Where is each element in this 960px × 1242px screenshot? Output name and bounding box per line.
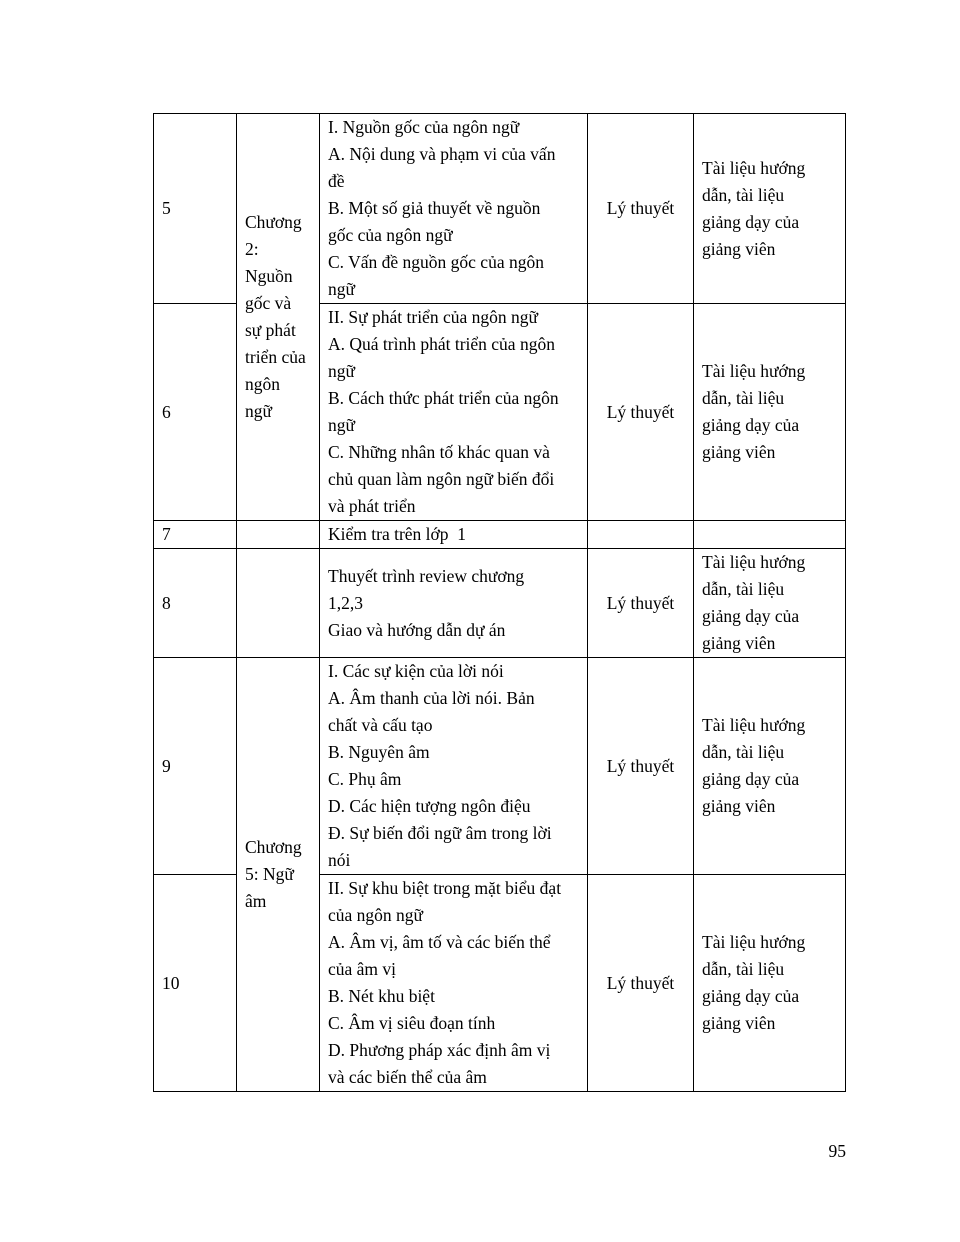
chapter-line: Chương (245, 837, 302, 857)
content-line: C. Những nhân tố khác quan và (328, 442, 550, 462)
content-line: 1,2,3 (328, 592, 363, 613)
content-line: gốc của ngôn ngữ (328, 225, 453, 245)
week-cell: 5 (154, 114, 237, 304)
material-line: giảng viên (702, 442, 776, 462)
content-line: B. Cách thức phát triển của ngôn (328, 388, 559, 408)
content-line: của âm vị (328, 959, 397, 979)
material-line: giảng viên (702, 238, 776, 259)
content-line: II. Sự phát triển của ngôn ngữ (328, 307, 538, 327)
material-cell (694, 549, 846, 658)
material-line: giảng viên (702, 796, 776, 816)
material-cell (694, 658, 846, 875)
chapter-line: ngữ (245, 401, 272, 421)
content-line: và các biến thể của âm (328, 1067, 487, 1087)
chapter-line: 2: (245, 239, 259, 259)
chapter-cell (237, 114, 320, 521)
content-line: A. Âm thanh của lời nói. Bản (328, 688, 535, 708)
material-line: giảng viên (702, 1013, 776, 1033)
content-line: I. Nguồn gốc của ngôn ngữ (328, 117, 520, 137)
material-line: giảng dạy của (702, 606, 800, 626)
content-line: I. Các sự kiện của lời nói (328, 661, 504, 681)
material-cell (694, 304, 846, 521)
content-line: ngữ (328, 415, 355, 435)
chapter-cell (237, 521, 320, 549)
content-line: B. Một số giả thuyết về nguồn (328, 198, 541, 218)
material-line: Tài liệu hướng (702, 715, 806, 735)
chapter-line: ngôn (245, 374, 280, 394)
form-cell: Lý thuyết (588, 304, 694, 521)
material-line: giảng viên (702, 633, 776, 653)
content-line: Giao và hướng dẫn dự án (328, 619, 506, 640)
chapter-line: 5: Ngữ (245, 864, 294, 884)
table-row (154, 114, 846, 304)
content-line: Kiểm tra trên lớp 1 (328, 524, 467, 544)
content-line: B. Nét khu biệt (328, 986, 435, 1006)
week-cell: 7 (154, 521, 237, 549)
content-line: của ngôn ngữ (328, 905, 424, 925)
content-line: A. Nội dung và phạm vi của vấn (328, 144, 556, 164)
table-row (154, 658, 846, 875)
chapter-line: âm (245, 891, 267, 911)
week-cell: 6 (154, 304, 237, 521)
form-cell: Lý thuyết (588, 549, 694, 658)
week-cell: 10 (154, 875, 237, 1092)
content-cell (320, 521, 588, 549)
content-line: D. Các hiện tượng ngôn điệu (328, 796, 531, 816)
material-line: giảng dạy của (702, 415, 800, 435)
table-row (154, 521, 846, 549)
form-cell: Lý thuyết (588, 875, 694, 1092)
content-line: nói (328, 850, 351, 870)
chapter-line: sự phát (245, 320, 296, 340)
form-cell (588, 521, 694, 549)
content-line: chủ quan làm ngôn ngữ biến đổi (328, 469, 555, 489)
syllabus-table (153, 113, 846, 1092)
content-cell (320, 549, 588, 658)
content-line: ngữ (328, 279, 355, 299)
material-cell (694, 875, 846, 1092)
material-line: dẫn, tài liệu (702, 959, 785, 979)
material-line: giảng dạy của (702, 769, 800, 789)
content-line: C. Vấn đề nguồn gốc của ngôn (328, 252, 544, 272)
content-line: A. Quá trình phát triển của ngôn (328, 334, 555, 354)
content-line: D. Phương pháp xác định âm vị (328, 1040, 551, 1060)
material-cell (694, 521, 846, 549)
chapter-line: Nguồn (245, 266, 293, 286)
content-line: đề (328, 171, 345, 191)
chapter-cell (237, 658, 320, 1092)
content-cell (320, 304, 588, 521)
form-cell: Lý thuyết (588, 114, 694, 304)
material-line: Tài liệu hướng (702, 157, 806, 178)
content-line: C. Phụ âm (328, 769, 402, 789)
chapter-line: gốc và (245, 293, 292, 313)
week-cell: 8 (154, 549, 237, 658)
material-line: dẫn, tài liệu (702, 742, 785, 762)
material-line: giảng dạy của (702, 211, 800, 232)
content-line: và phát triển (328, 496, 416, 516)
material-line: Tài liệu hướng (702, 552, 806, 572)
content-cell (320, 658, 588, 875)
table-row (154, 549, 846, 658)
chapter-line: Chương (245, 212, 302, 232)
chapter-cell (237, 549, 320, 658)
page-number: 95 (828, 1141, 846, 1161)
content-line: A. Âm vị, âm tố và các biến thể (328, 932, 551, 952)
content-line: II. Sự khu biệt trong mặt biểu đạt (328, 878, 562, 898)
week-cell: 9 (154, 658, 237, 875)
material-line: dẫn, tài liệu (702, 579, 785, 599)
content-line: C. Âm vị siêu đoạn tính (328, 1013, 496, 1033)
content-cell (320, 875, 588, 1092)
content-line: B. Nguyên âm (328, 742, 430, 762)
material-line: Tài liệu hướng (702, 361, 806, 381)
material-cell (694, 114, 846, 304)
form-cell: Lý thuyết (588, 658, 694, 875)
content-line: Thuyết trình review chương (328, 565, 525, 586)
material-line: giảng dạy của (702, 986, 800, 1006)
content-line: Đ. Sự biến đổi ngữ âm trong lời (328, 823, 552, 843)
material-line: dẫn, tài liệu (702, 184, 785, 205)
chapter-line: triển của (245, 347, 306, 367)
content-line: ngữ (328, 361, 355, 381)
content-cell (320, 114, 588, 304)
material-line: dẫn, tài liệu (702, 388, 785, 408)
content-line: chất và cấu tạo (328, 715, 433, 735)
material-line: Tài liệu hướng (702, 932, 806, 952)
